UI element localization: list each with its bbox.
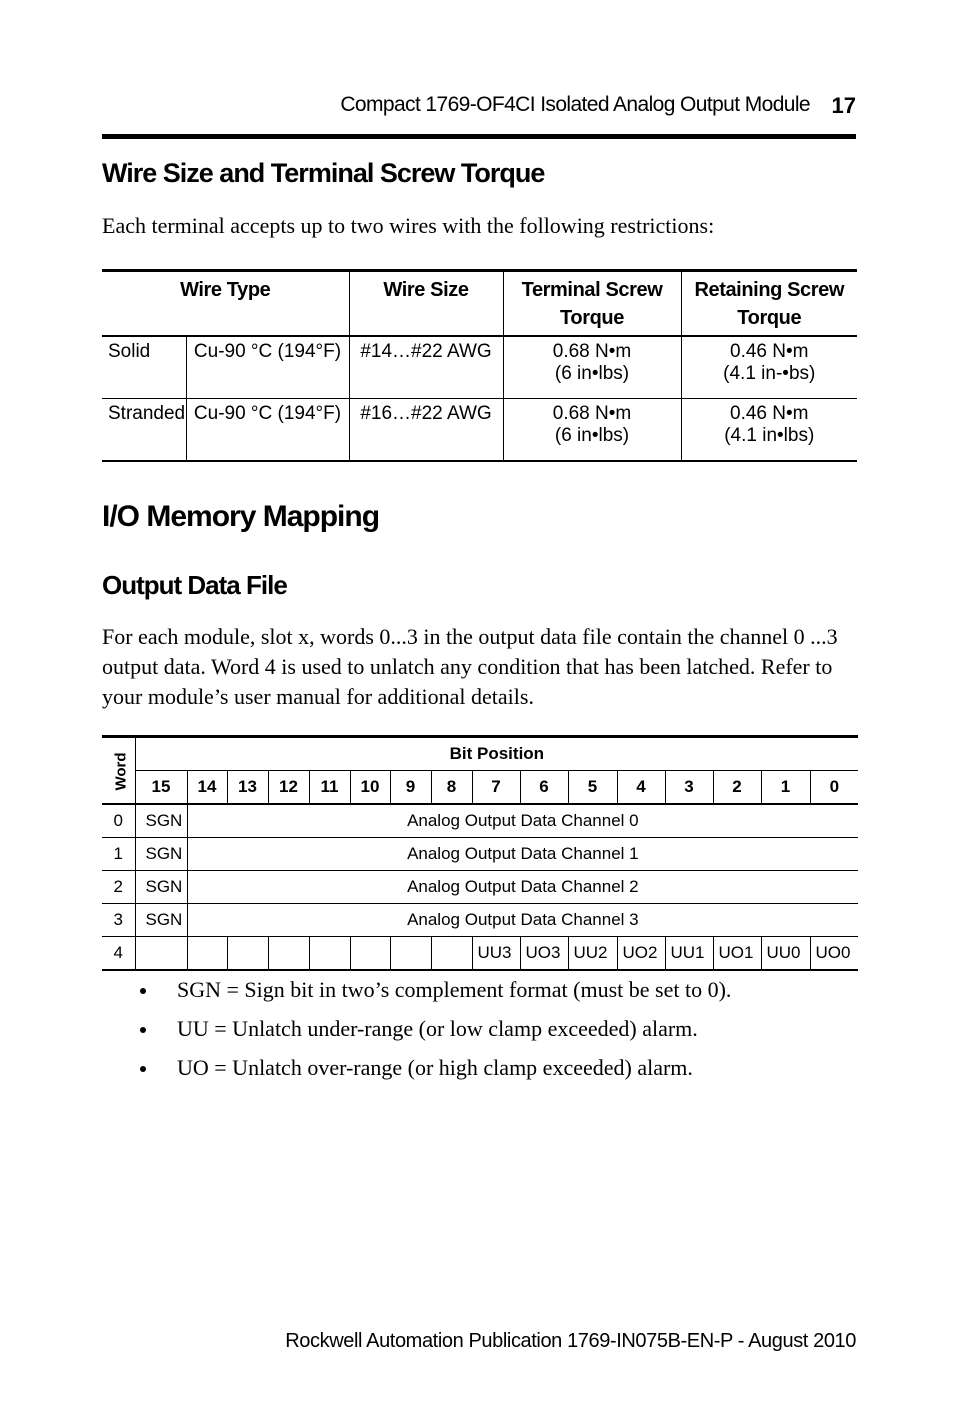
- list-item: UO = Unlatch over-range (or high clamp exceeded) alarm.: [140, 1053, 731, 1092]
- bullet-icon: [140, 1066, 146, 1072]
- output-subheading: Output Data File: [102, 570, 287, 600]
- flag-cell: UO3: [520, 937, 568, 971]
- table-row: [102, 937, 858, 971]
- flag-cell: UU1: [665, 937, 713, 971]
- table-row: [102, 336, 857, 399]
- wire-table: [102, 269, 857, 462]
- header-title: Compact 1769-OF4CI Isolated Analog Output Module: [340, 93, 810, 116]
- bit-header: 7: [472, 771, 520, 805]
- page-number: 17: [831, 93, 856, 118]
- wire-size: #16…#22 AWG: [349, 399, 503, 462]
- empty-bit-cell: [268, 937, 309, 971]
- wire-size: #14…#22 AWG: [349, 336, 503, 399]
- wire-section-heading: Wire Size and Terminal Screw Torque: [102, 158, 545, 188]
- retaining-torque: 0.46 N•m (4.1 in•lbs): [681, 399, 857, 462]
- bit-table: [102, 735, 858, 971]
- sgn-cell: SGN: [135, 804, 187, 838]
- output-paragraph: For each module, slot x, words 0...3 in the output data file contain the channel 0 ...3 output data. Word 4 is used to unlatch any condition that has been latched. Refer to your module’s user manual for additional details.: [102, 624, 838, 709]
- flag-cell: UU0: [761, 937, 810, 971]
- wire-type: Stranded: [102, 399, 186, 462]
- col-retaining-torque: Retaining Screw Torque: [681, 271, 857, 337]
- empty-bit-cell: [431, 937, 472, 971]
- bit-header: 10: [350, 771, 390, 805]
- bit-header: 5: [568, 771, 617, 805]
- bit-header: 15: [135, 771, 187, 805]
- bit-header: 13: [227, 771, 268, 805]
- flag-cell: UO1: [713, 937, 761, 971]
- page-header: [102, 93, 856, 123]
- table-row: [102, 871, 858, 904]
- table-row: [102, 904, 858, 937]
- bit-header: 14: [187, 771, 227, 805]
- page-footer: Rockwell Automation Publication 1769-IN075B-EN-P - August 2010: [285, 1330, 856, 1352]
- terminal-torque: 0.68 N•m (6 in•lbs): [503, 336, 681, 399]
- wire-material: Cu-90 °C (194°F): [186, 336, 349, 399]
- bit-header: 6: [520, 771, 568, 805]
- channel-data: Analog Output Data Channel 2: [187, 871, 858, 904]
- bit-header: 12: [268, 771, 309, 805]
- bit-header: 11: [309, 771, 350, 805]
- flag-cell: UU2: [568, 937, 617, 971]
- word-header: Word: [102, 737, 135, 805]
- wire-intro: Each terminal accepts up to two wires with the following restrictions:: [102, 213, 715, 238]
- col-terminal-torque: Terminal Screw Torque: [503, 271, 681, 337]
- empty-bit-cell: [135, 937, 187, 971]
- word-number: 1: [102, 838, 135, 871]
- legend-list: [140, 975, 731, 1092]
- flag-cell: UO2: [617, 937, 665, 971]
- io-section-heading: I/O Memory Mapping: [102, 500, 380, 533]
- empty-bit-cell: [227, 937, 268, 971]
- empty-bit-cell: [350, 937, 390, 971]
- channel-data: Analog Output Data Channel 3: [187, 904, 858, 937]
- bit-header: 0: [810, 771, 858, 805]
- bit-header: 1: [761, 771, 810, 805]
- wire-type: Solid: [102, 336, 186, 399]
- terminal-torque: 0.68 N•m (6 in•lbs): [503, 399, 681, 462]
- sgn-cell: SGN: [135, 838, 187, 871]
- word-number: 3: [102, 904, 135, 937]
- channel-data: Analog Output Data Channel 1: [187, 838, 858, 871]
- list-item: UU = Unlatch under-range (or low clamp exceeded) alarm.: [140, 1014, 731, 1053]
- sgn-cell: SGN: [135, 904, 187, 937]
- wire-material: Cu-90 °C (194°F): [186, 399, 349, 462]
- col-wire-type: Wire Type: [102, 271, 349, 337]
- bit-header: 2: [713, 771, 761, 805]
- bullet-icon: [140, 988, 146, 994]
- bullet-icon: [140, 1027, 146, 1033]
- table-row: [102, 804, 858, 838]
- bit-header: 3: [665, 771, 713, 805]
- sgn-cell: SGN: [135, 871, 187, 904]
- empty-bit-cell: [309, 937, 350, 971]
- word-number: 0: [102, 804, 135, 838]
- bit-header: 9: [390, 771, 431, 805]
- channel-data: Analog Output Data Channel 0: [187, 804, 858, 838]
- bit-position-header: Bit Position: [135, 737, 858, 771]
- word-number: 4: [102, 937, 135, 971]
- retaining-torque: 0.46 N•m (4.1 in-•bs): [681, 336, 857, 399]
- empty-bit-cell: [390, 937, 431, 971]
- table-row: [102, 399, 857, 462]
- flag-cell: UU3: [472, 937, 520, 971]
- list-item: SGN = Sign bit in two’s complement format (must be set to 0).: [140, 975, 731, 1014]
- bit-header: 4: [617, 771, 665, 805]
- word-number: 2: [102, 871, 135, 904]
- header-rule: [102, 134, 856, 139]
- empty-bit-cell: [187, 937, 227, 971]
- flag-cell: UO0: [810, 937, 858, 971]
- table-row: [102, 838, 858, 871]
- bit-header: 8: [431, 771, 472, 805]
- col-wire-size: Wire Size: [349, 271, 503, 337]
